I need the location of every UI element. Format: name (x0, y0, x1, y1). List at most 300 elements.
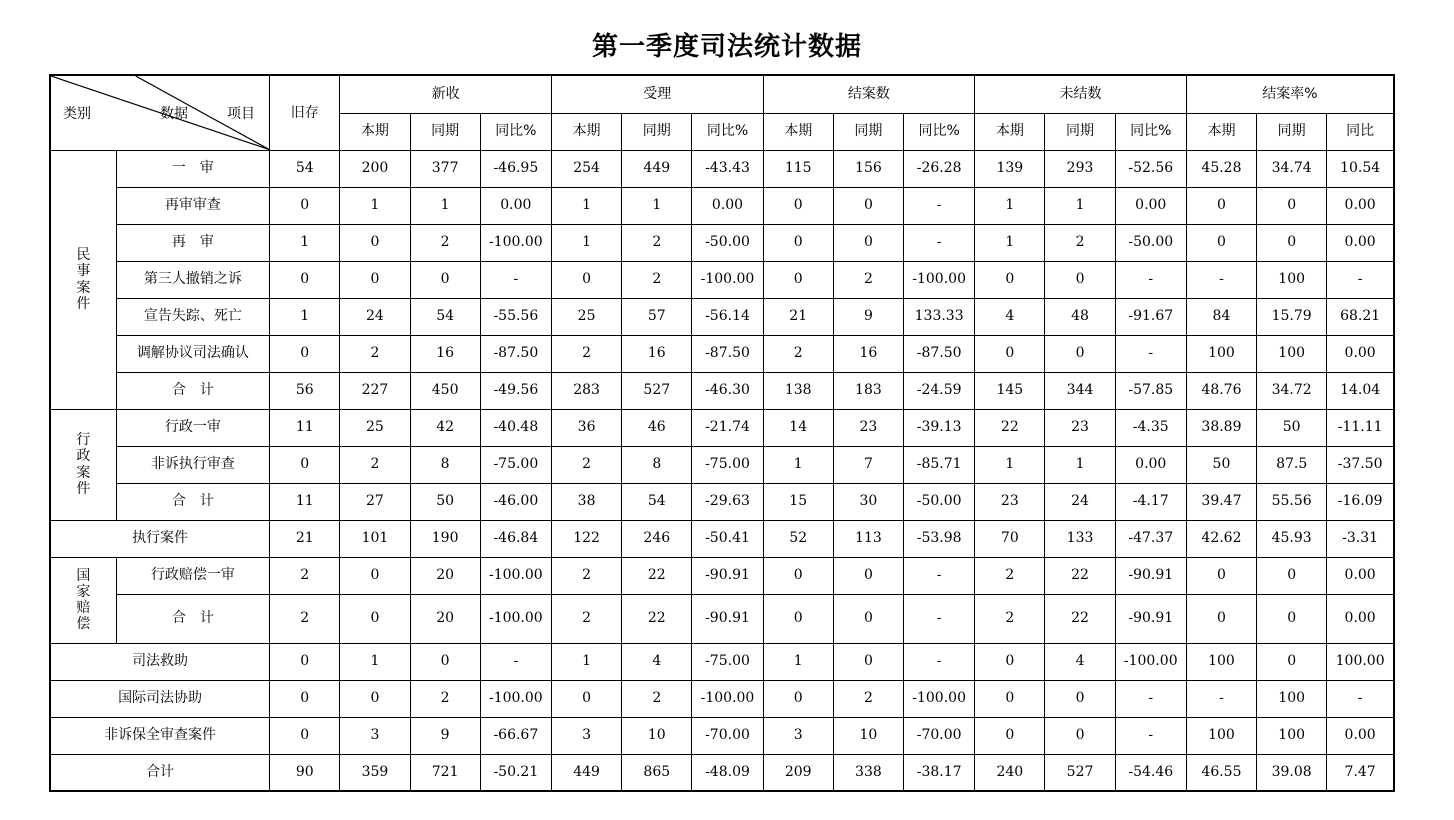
data-cell: -87.50 (904, 335, 975, 372)
data-cell: 0 (763, 261, 833, 298)
data-cell: 22 (622, 557, 692, 594)
data-cell: 0 (975, 717, 1045, 754)
data-cell: 39.08 (1257, 754, 1327, 791)
data-cell: 50 (410, 483, 480, 520)
data-cell: 100 (1257, 717, 1327, 754)
header-subcolumn: 同期 (1045, 113, 1115, 150)
data-cell: -4.17 (1115, 483, 1186, 520)
data-cell: 0 (410, 643, 480, 680)
table-row (50, 372, 1394, 409)
data-cell: 2 (551, 446, 621, 483)
data-cell: 70 (975, 520, 1045, 557)
table-row (50, 261, 1394, 298)
data-cell: 246 (622, 520, 692, 557)
table-row (50, 409, 1394, 446)
data-cell: 0.00 (480, 187, 551, 224)
data-cell: 0 (975, 335, 1045, 372)
header-group: 受理 (551, 75, 763, 113)
data-cell: 45.93 (1257, 520, 1327, 557)
data-cell: 54 (622, 483, 692, 520)
data-cell: 0 (1186, 594, 1256, 643)
data-cell: 55.56 (1257, 483, 1327, 520)
data-cell: 254 (551, 150, 621, 187)
data-cell: 22 (975, 409, 1045, 446)
data-cell: 527 (622, 372, 692, 409)
data-cell: 1 (551, 643, 621, 680)
data-cell: 2 (551, 594, 621, 643)
data-cell: 1 (975, 224, 1045, 261)
data-cell: 0 (270, 680, 340, 717)
data-cell: 0 (340, 224, 410, 261)
data-cell: 15.79 (1257, 298, 1327, 335)
data-cell: 38 (551, 483, 621, 520)
data-cell: 0 (763, 557, 833, 594)
data-cell: 139 (975, 150, 1045, 187)
data-cell: 1 (551, 224, 621, 261)
row-label: 再 审 (116, 224, 269, 261)
data-cell: -50.21 (480, 754, 551, 791)
data-cell: 0 (270, 261, 340, 298)
data-cell: 10.54 (1327, 150, 1394, 187)
data-cell: -90.91 (692, 594, 763, 643)
data-cell: 138 (763, 372, 833, 409)
row-label: 执行案件 (50, 520, 270, 557)
data-cell: - (1115, 335, 1186, 372)
data-cell: 0 (1257, 594, 1327, 643)
data-cell: 113 (833, 520, 903, 557)
header-subcolumn: 同期 (833, 113, 903, 150)
data-cell: 100.00 (1327, 643, 1394, 680)
data-cell: 54 (270, 150, 340, 187)
diagonal-header-cell (50, 75, 270, 150)
data-cell: 0.00 (692, 187, 763, 224)
data-cell: - (1186, 680, 1256, 717)
data-cell: 84 (1186, 298, 1256, 335)
data-cell: - (904, 594, 975, 643)
data-cell: - (1115, 680, 1186, 717)
data-cell: -4.35 (1115, 409, 1186, 446)
data-cell: 2 (833, 680, 903, 717)
data-cell: 3 (763, 717, 833, 754)
data-cell: 2 (410, 224, 480, 261)
data-cell: 1 (551, 187, 621, 224)
data-cell: 1 (1045, 446, 1115, 483)
table-row (50, 557, 1394, 594)
data-cell: 209 (763, 754, 833, 791)
data-cell: 0 (270, 717, 340, 754)
group-civil-cases: 民 事 案 件 (50, 150, 116, 409)
data-cell: 0 (1257, 187, 1327, 224)
data-cell: 7.47 (1327, 754, 1394, 791)
data-cell: - (904, 643, 975, 680)
data-cell: 0 (340, 261, 410, 298)
data-cell: 0 (1186, 224, 1256, 261)
data-cell: -75.00 (692, 643, 763, 680)
row-label: 行政赔偿一审 (116, 557, 269, 594)
row-label: 调解协议司法确认 (116, 335, 269, 372)
header-subcolumn: 本期 (551, 113, 621, 150)
data-cell: 0 (1045, 261, 1115, 298)
data-cell: 48 (1045, 298, 1115, 335)
data-cell: 2 (622, 680, 692, 717)
header-item-label: 项目 (227, 106, 255, 122)
data-cell: - (480, 643, 551, 680)
data-cell: 133 (1045, 520, 1115, 557)
data-cell: - (480, 261, 551, 298)
data-cell: - (1115, 261, 1186, 298)
table-row (50, 150, 1394, 187)
data-cell: 449 (622, 150, 692, 187)
data-cell: 100 (1257, 335, 1327, 372)
data-cell: -100.00 (904, 680, 975, 717)
data-cell: -43.43 (692, 150, 763, 187)
data-cell: 10 (622, 717, 692, 754)
data-cell: 54 (410, 298, 480, 335)
data-cell: 2 (763, 335, 833, 372)
data-cell: 0 (1186, 557, 1256, 594)
data-cell: 450 (410, 372, 480, 409)
row-label: 第三人撤销之诉 (116, 261, 269, 298)
group-state-compensation: 国 家 赔 偿 (50, 557, 116, 643)
data-cell: 87.5 (1257, 446, 1327, 483)
row-label: 行政一审 (116, 409, 269, 446)
data-cell: -55.56 (480, 298, 551, 335)
data-cell: 23 (975, 483, 1045, 520)
data-cell: 1 (340, 187, 410, 224)
data-cell: 0 (833, 557, 903, 594)
header-subcolumn: 本期 (763, 113, 833, 150)
table-row (50, 594, 1394, 643)
data-cell: 57 (622, 298, 692, 335)
data-cell: 2 (622, 224, 692, 261)
data-cell: -46.95 (480, 150, 551, 187)
header-subcolumn: 同期 (410, 113, 480, 150)
data-cell: 14 (763, 409, 833, 446)
data-cell: 1 (270, 224, 340, 261)
header-jiucun: 旧存 (270, 75, 340, 150)
data-cell: 0 (270, 187, 340, 224)
data-cell: -24.59 (904, 372, 975, 409)
data-cell: -90.91 (1115, 557, 1186, 594)
data-cell: 2 (551, 335, 621, 372)
data-cell: 30 (833, 483, 903, 520)
header-group: 结案率% (1186, 75, 1394, 113)
data-cell: -87.50 (480, 335, 551, 372)
data-cell: 0 (1045, 680, 1115, 717)
data-cell: -37.50 (1327, 446, 1394, 483)
data-cell: 0 (270, 643, 340, 680)
data-cell: 0 (340, 680, 410, 717)
data-cell: -46.30 (692, 372, 763, 409)
data-cell: 721 (410, 754, 480, 791)
data-cell: 25 (340, 409, 410, 446)
data-cell: 100 (1257, 680, 1327, 717)
header-subcolumn: 同比% (904, 113, 975, 150)
data-cell: 39.47 (1186, 483, 1256, 520)
data-cell: 0 (551, 261, 621, 298)
data-cell: -56.14 (692, 298, 763, 335)
data-cell: 344 (1045, 372, 1115, 409)
data-cell: -40.48 (480, 409, 551, 446)
row-label: 国际司法协助 (50, 680, 270, 717)
data-cell: 11 (270, 483, 340, 520)
data-cell: 16 (833, 335, 903, 372)
data-cell: 133.33 (904, 298, 975, 335)
data-cell: 100 (1186, 643, 1256, 680)
data-cell: - (904, 557, 975, 594)
table-row (50, 483, 1394, 520)
data-cell: 377 (410, 150, 480, 187)
table-row (50, 643, 1394, 680)
data-cell: 22 (622, 594, 692, 643)
data-cell: 2 (1045, 224, 1115, 261)
header-group: 未结数 (975, 75, 1187, 113)
table-row (50, 680, 1394, 717)
data-cell: 0 (833, 643, 903, 680)
table-row (50, 187, 1394, 224)
data-cell: 2 (410, 680, 480, 717)
header-category-label: 类别 (63, 106, 91, 122)
data-cell: -100.00 (480, 594, 551, 643)
data-cell: 16 (410, 335, 480, 372)
data-cell: 156 (833, 150, 903, 187)
data-cell: 200 (340, 150, 410, 187)
data-cell: 0 (975, 643, 1045, 680)
data-cell: 359 (340, 754, 410, 791)
data-cell: -3.31 (1327, 520, 1394, 557)
header-group: 结案数 (763, 75, 975, 113)
data-cell: 9 (833, 298, 903, 335)
data-cell: 25 (551, 298, 621, 335)
data-cell: 527 (1045, 754, 1115, 791)
data-cell: -57.85 (1115, 372, 1186, 409)
data-cell: 100 (1257, 261, 1327, 298)
data-cell: 42 (410, 409, 480, 446)
data-cell: 4 (975, 298, 1045, 335)
data-cell: 2 (340, 446, 410, 483)
data-cell: -90.91 (692, 557, 763, 594)
data-cell: 22 (1045, 594, 1115, 643)
header-subcolumn: 同比% (1115, 113, 1186, 150)
data-cell: 0 (763, 594, 833, 643)
group-admin-cases: 行 政 案 件 (50, 409, 116, 520)
data-cell: 1 (763, 446, 833, 483)
data-cell: 14.04 (1327, 372, 1394, 409)
header-subcolumn: 同比 (1327, 113, 1394, 150)
data-cell: 7 (833, 446, 903, 483)
data-cell: -90.91 (1115, 594, 1186, 643)
data-cell: 23 (1045, 409, 1115, 446)
table-row (50, 717, 1394, 754)
header-row-groups (50, 75, 1394, 113)
data-cell: 56 (270, 372, 340, 409)
data-cell: 0 (763, 224, 833, 261)
data-cell: 46 (622, 409, 692, 446)
data-cell: -39.13 (904, 409, 975, 446)
header-subcolumn: 同比% (692, 113, 763, 150)
data-cell: 190 (410, 520, 480, 557)
header-subcolumn: 同比% (480, 113, 551, 150)
data-cell: -70.00 (692, 717, 763, 754)
header-subcolumn: 本期 (975, 113, 1045, 150)
row-label: 非诉保全审查案件 (50, 717, 270, 754)
data-cell: -54.46 (1115, 754, 1186, 791)
data-cell: 90 (270, 754, 340, 791)
table-row (50, 520, 1394, 557)
row-label: 非诉执行审查 (116, 446, 269, 483)
data-cell: 1 (975, 446, 1045, 483)
data-cell: -100.00 (480, 224, 551, 261)
data-cell: 0.00 (1327, 594, 1394, 643)
data-cell: 338 (833, 754, 903, 791)
data-cell: -75.00 (480, 446, 551, 483)
data-cell: 100 (1186, 335, 1256, 372)
data-cell: 145 (975, 372, 1045, 409)
data-cell: 3 (340, 717, 410, 754)
data-cell: 20 (410, 594, 480, 643)
data-cell: 183 (833, 372, 903, 409)
data-cell: -50.00 (692, 224, 763, 261)
row-label: 合 计 (116, 594, 269, 643)
data-cell: -100.00 (692, 261, 763, 298)
data-cell: 1 (763, 643, 833, 680)
data-cell: 0.00 (1327, 557, 1394, 594)
row-label: 合 计 (116, 483, 269, 520)
data-cell: -100.00 (1115, 643, 1186, 680)
data-cell: 9 (410, 717, 480, 754)
data-cell: -70.00 (904, 717, 975, 754)
data-cell: 293 (1045, 150, 1115, 187)
data-cell: 45.28 (1186, 150, 1256, 187)
data-cell: 449 (551, 754, 621, 791)
data-cell: 0 (1045, 335, 1115, 372)
data-cell: 24 (340, 298, 410, 335)
header-subcolumn: 同期 (622, 113, 692, 150)
data-cell: -50.00 (904, 483, 975, 520)
data-cell: 0 (763, 680, 833, 717)
data-cell: -75.00 (692, 446, 763, 483)
data-cell: 1 (410, 187, 480, 224)
data-cell: -50.41 (692, 520, 763, 557)
data-cell: 15 (763, 483, 833, 520)
data-cell: -100.00 (480, 680, 551, 717)
data-cell: 2 (340, 335, 410, 372)
header-group: 新收 (340, 75, 552, 113)
table-row (50, 298, 1394, 335)
data-cell: -46.00 (480, 483, 551, 520)
data-cell: 1 (622, 187, 692, 224)
data-cell: 0 (270, 446, 340, 483)
data-cell: -52.56 (1115, 150, 1186, 187)
data-cell: -91.67 (1115, 298, 1186, 335)
header-subcolumn: 本期 (1186, 113, 1256, 150)
header-data-label: 数据 (160, 106, 188, 122)
data-cell: 8 (622, 446, 692, 483)
data-cell: 115 (763, 150, 833, 187)
statistics-table (49, 74, 1395, 792)
data-cell: -100.00 (480, 557, 551, 594)
header-subcolumn: 本期 (340, 113, 410, 150)
data-cell: 4 (1045, 643, 1115, 680)
data-cell: -29.63 (692, 483, 763, 520)
data-cell: 2 (975, 594, 1045, 643)
data-cell: 50 (1257, 409, 1327, 446)
data-cell: -47.37 (1115, 520, 1186, 557)
data-cell: 8 (410, 446, 480, 483)
data-cell: -66.67 (480, 717, 551, 754)
row-label: 再审审查 (116, 187, 269, 224)
data-cell: 36 (551, 409, 621, 446)
data-cell: 2 (551, 557, 621, 594)
row-label: 合 计 (116, 372, 269, 409)
data-cell: 21 (763, 298, 833, 335)
data-cell: 2 (270, 557, 340, 594)
data-cell: 0 (833, 594, 903, 643)
data-cell: 2 (622, 261, 692, 298)
data-cell: 34.72 (1257, 372, 1327, 409)
table-row (50, 335, 1394, 372)
data-cell: -85.71 (904, 446, 975, 483)
table-row (50, 224, 1394, 261)
data-cell: - (1115, 717, 1186, 754)
table-row (50, 446, 1394, 483)
data-cell: -11.11 (1327, 409, 1394, 446)
row-label: 一 审 (116, 150, 269, 187)
data-cell: - (1327, 680, 1394, 717)
data-cell: -48.09 (692, 754, 763, 791)
data-cell: 2 (833, 261, 903, 298)
data-cell: 1 (975, 187, 1045, 224)
data-cell: 0 (1186, 187, 1256, 224)
data-cell: 10 (833, 717, 903, 754)
data-cell: 240 (975, 754, 1045, 791)
data-cell: 0.00 (1115, 187, 1186, 224)
row-label: 宣告失踪、死亡 (116, 298, 269, 335)
data-cell: 2 (975, 557, 1045, 594)
table-row (50, 754, 1394, 791)
data-cell: 0.00 (1327, 717, 1394, 754)
data-cell: 38.89 (1186, 409, 1256, 446)
data-cell: 20 (410, 557, 480, 594)
data-cell: 24 (1045, 483, 1115, 520)
data-cell: 22 (1045, 557, 1115, 594)
data-cell: 1 (340, 643, 410, 680)
data-cell: 0 (975, 261, 1045, 298)
data-cell: 0.00 (1327, 224, 1394, 261)
row-label: 合计 (50, 754, 270, 791)
data-cell: 52 (763, 520, 833, 557)
data-cell: 0 (833, 224, 903, 261)
data-cell: 0 (551, 680, 621, 717)
data-cell: 100 (1186, 717, 1256, 754)
data-cell: 227 (340, 372, 410, 409)
data-cell: 1 (270, 298, 340, 335)
data-cell: 283 (551, 372, 621, 409)
data-cell: 0 (340, 594, 410, 643)
data-cell: 0 (833, 187, 903, 224)
data-cell: 50 (1186, 446, 1256, 483)
data-cell: -100.00 (692, 680, 763, 717)
row-label: 司法救助 (50, 643, 270, 680)
page-title: 第一季度司法统计数据 (591, 32, 862, 62)
data-cell: 16 (622, 335, 692, 372)
data-cell: -21.74 (692, 409, 763, 446)
data-cell: 48.76 (1186, 372, 1256, 409)
data-cell: - (1327, 261, 1394, 298)
header-subcolumn: 同期 (1257, 113, 1327, 150)
data-cell: -50.00 (1115, 224, 1186, 261)
data-cell: - (904, 224, 975, 261)
